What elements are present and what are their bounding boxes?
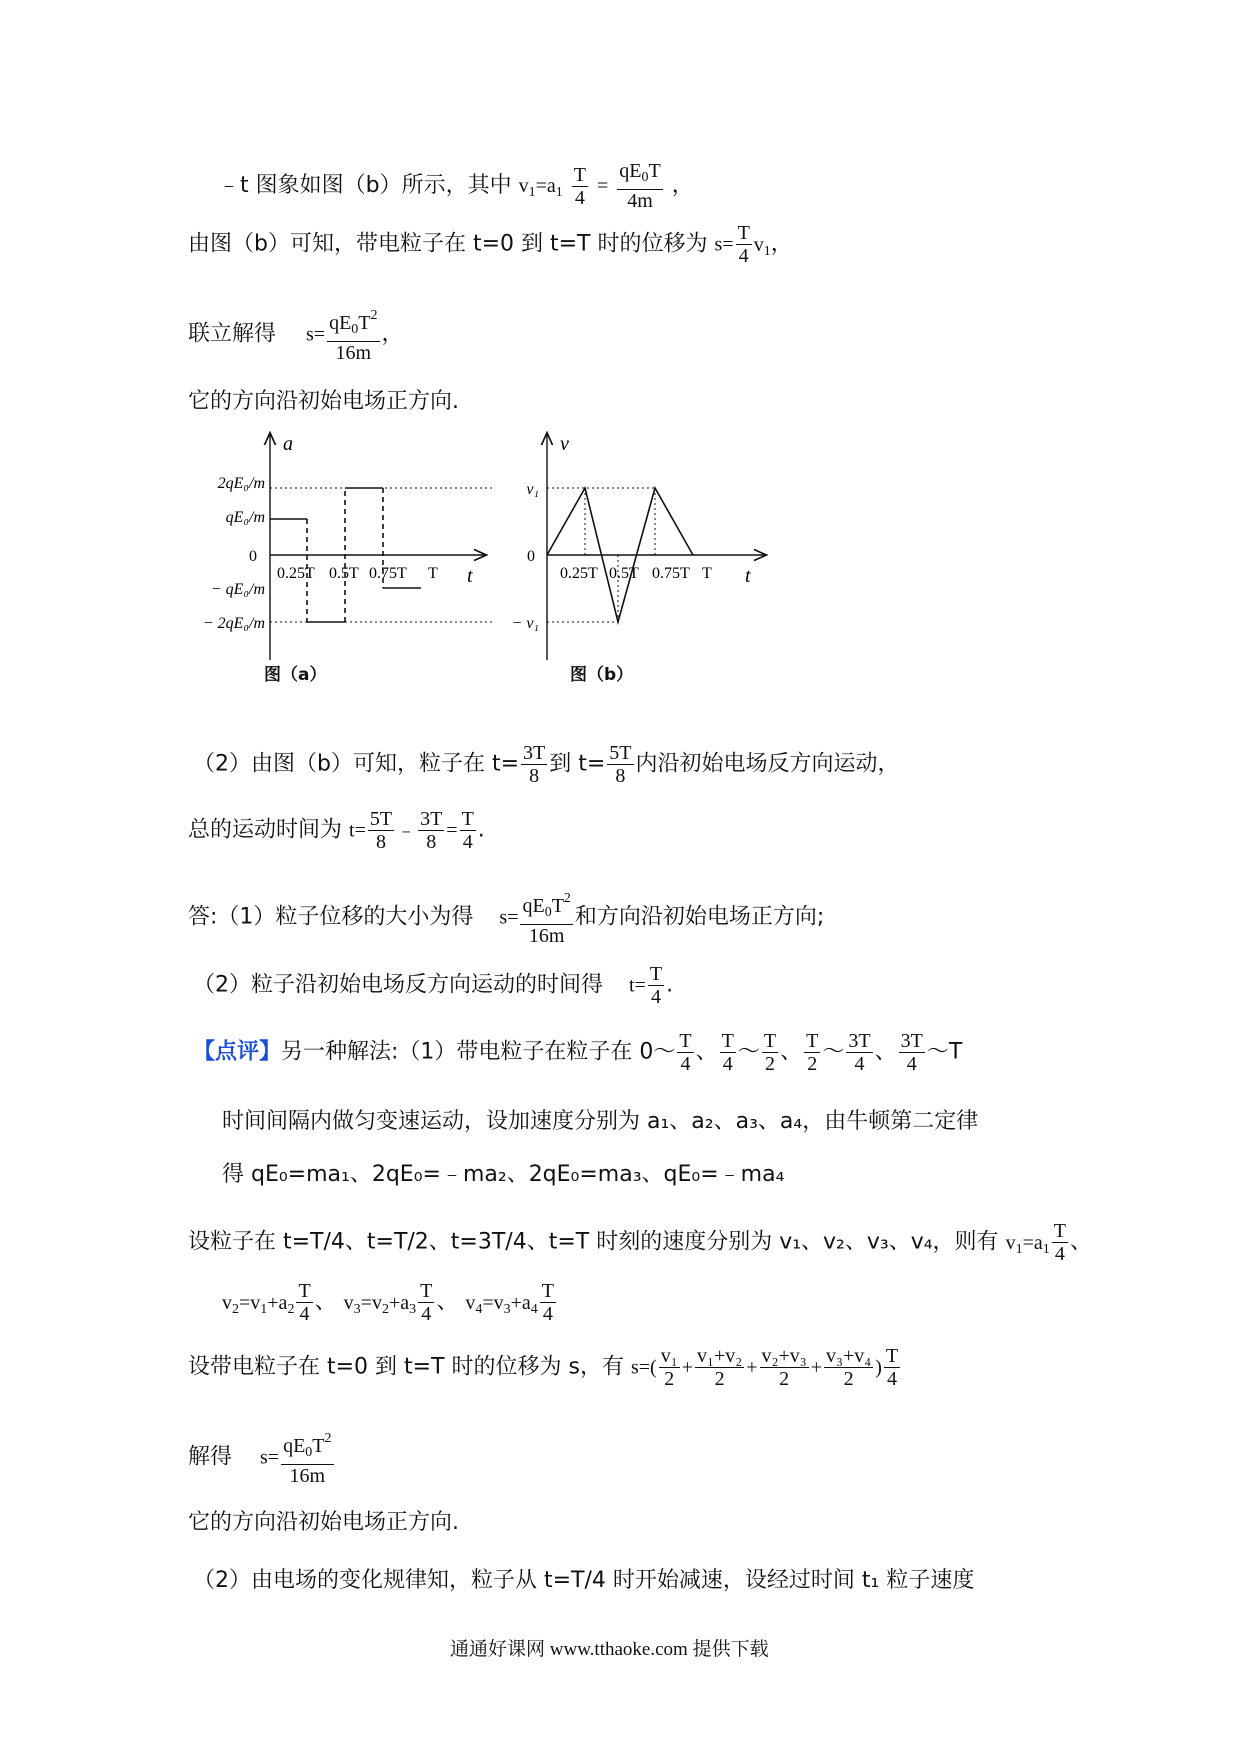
- equals-sign: =: [596, 175, 609, 197]
- y-label-v1: v₁: [526, 481, 539, 498]
- answer-part-1-text: 答:（1）粒子位移的大小为得: [188, 904, 474, 930]
- text-line-14: [188, 1345, 902, 1390]
- y-label-minus-2qe0m: − 2qE₀/m: [202, 615, 265, 632]
- fraction-t-over-4: $\frac{T}{4}$: [721, 1030, 734, 1075]
- review-tag: 【点评】: [193, 1039, 282, 1065]
- figure-b-caption: 图（b）: [570, 665, 634, 685]
- s-equals-open: s=(: [630, 1356, 657, 1379]
- separator: 、: [436, 1289, 459, 1315]
- v4-formula: $v_4=v_3+a_4$: [465, 1291, 538, 1317]
- plus-sign: +: [746, 1356, 758, 1379]
- comma: ，: [671, 173, 694, 198]
- fraction-3t-over-8: $\frac{3T}{8}$: [523, 742, 546, 787]
- text-line-1: [218, 160, 694, 212]
- equals-sign: =: [446, 819, 458, 842]
- x-label-05t: 0.5T: [609, 565, 639, 582]
- text-line-16: 它的方向沿初始电场正方向.: [188, 1510, 459, 1535]
- fraction-qe0t-over-4m: $\frac{qE_0T}{4m}$: [619, 160, 661, 212]
- text-line-12: [188, 1220, 1092, 1265]
- comma: ，: [770, 231, 793, 257]
- text-line-4: 它的方向沿初始电场正方向.: [188, 389, 459, 414]
- x-label-025t: 0.25T: [560, 565, 598, 582]
- t-equals: t=: [629, 974, 646, 997]
- line5-part-a: （2）由图（b）可知，粒子在 t=: [193, 751, 520, 777]
- close-paren: ): [875, 1356, 882, 1379]
- a-axis-label: a: [283, 433, 293, 455]
- text-line-15: [188, 1428, 336, 1487]
- v1-formula: $v_1=a_1$: [518, 175, 563, 200]
- v3-formula: $v_3=v_2+a_3$: [343, 1291, 417, 1317]
- separator: 、: [1069, 1229, 1092, 1255]
- text-line-10: 时间间隔内做匀变速运动，设加速度分别为 a₁、a₂、a₃、a₄，由牛顿第二定律: [222, 1109, 979, 1134]
- page-footer: 通通好课网 www.tthaoke.com 提供下载: [450, 1639, 769, 1660]
- figure-a-acceleration-graph: [195, 430, 495, 680]
- separator: 、: [314, 1289, 337, 1315]
- fraction-t-over-4: $\frac{T}{4}$: [679, 1030, 692, 1075]
- v2-formula: $v_2=v_1+a_2$: [222, 1291, 295, 1317]
- fraction-t-over-4: $\frac{T}{4}$: [541, 1280, 554, 1325]
- text-line-11: 得 qE₀=ma₁、2qE₀=﹣ma₂、2qE₀=ma₃、qE₀=﹣ma₄: [222, 1162, 785, 1187]
- line5-part-b: 到 t=: [549, 751, 606, 777]
- t-axis-label: t: [467, 565, 473, 587]
- x-label-05t: 0.5T: [329, 565, 359, 582]
- y-label-2qe0m: 2qE₀/m: [217, 475, 265, 492]
- line1-prefix: ﹣t 图象如图（b）所示，其中: [218, 173, 512, 198]
- text-line-7: [188, 888, 824, 947]
- fraction-qe0t2-over-16m: $\frac{qE_0T^2}{16m}$: [327, 305, 379, 364]
- figure-b-velocity-graph: [505, 430, 775, 680]
- comma: ，: [381, 321, 404, 347]
- s-equals: s=: [260, 1446, 280, 1469]
- answer-part-2-text: （2）粒子沿初始电场反方向运动的时间得: [193, 972, 603, 998]
- fraction-t-over-2: $\frac{T}{2}$: [806, 1030, 819, 1075]
- x-label-075t: 0.75T: [652, 565, 690, 582]
- fraction-t-over-4: $\frac{T}{4}$: [573, 163, 586, 209]
- line15-text: 解得: [188, 1444, 233, 1470]
- minus-sign: ﹣: [396, 819, 417, 842]
- fraction-qe0t2-over-16m: $\frac{qE_0T^2}{16m}$: [281, 1428, 333, 1487]
- x-label-t: T: [428, 565, 438, 582]
- x-label-025t: 0.25T: [277, 565, 315, 582]
- text-line-5: [193, 742, 900, 787]
- review-intro-text: 另一种解法:（1）带电粒子在粒子在 0～: [281, 1039, 676, 1065]
- period: .: [666, 972, 674, 998]
- t-axis-label: t: [745, 565, 751, 587]
- tilde: ～: [822, 1039, 845, 1065]
- fraction-3t-over-8: $\frac{3T}{8}$: [420, 808, 443, 853]
- t-equals: t=: [349, 819, 366, 842]
- s-equals: s=: [499, 906, 519, 929]
- line5-part-c: 内沿初始电场反方向运动，: [635, 751, 900, 777]
- fraction-t-over-4: $\frac{T}{4}$: [1053, 1220, 1066, 1265]
- fraction-v1-over-2: $\frac{\text{v₁}}{2}$: [660, 1345, 678, 1390]
- text-line-13: [222, 1280, 558, 1325]
- text-line-8: [193, 963, 673, 1008]
- v-axis-label: v: [560, 433, 569, 455]
- tilde-t: ～T: [926, 1039, 963, 1065]
- y-label-qe0m: qE₀/m: [225, 509, 265, 526]
- fraction-t-over-2: $\frac{T}{2}$: [763, 1030, 777, 1075]
- tilde: ～: [737, 1039, 760, 1065]
- figure-a-caption: 图（a）: [264, 665, 327, 685]
- fraction-3t-over-4: $\frac{3T}{4}$: [848, 1030, 871, 1075]
- text-line-2: [188, 222, 793, 267]
- fraction-v2v3-over-2: $\frac{\text{v₂+v₃}}{2}$: [761, 1345, 807, 1390]
- line3-text: 联立解得: [188, 321, 277, 347]
- fraction-t-over-4: $\frac{T}{4}$: [298, 1280, 311, 1325]
- text-line-17: （2）由电场的变化规律知，粒子从 t=T/4 时开始减速，设经过时间 t₁ 粒子速度: [193, 1568, 975, 1593]
- fraction-5t-over-8: $\frac{5T}{8}$: [369, 808, 393, 853]
- s-equals: s=: [714, 233, 734, 256]
- line2-text: 由图（b）可知，带电粒子在 t=0 到 t=T 时的位移为: [188, 231, 708, 257]
- fraction-t-over-4: $\frac{T}{4}$: [461, 808, 474, 853]
- answer-direction-text: 和方向沿初始电场正方向;: [574, 904, 825, 930]
- separator: 、: [874, 1039, 897, 1065]
- fraction-t-over-4: $\frac{T}{4}$: [420, 1280, 433, 1325]
- text-line-9: [193, 1030, 962, 1075]
- text-line-3: [188, 305, 404, 364]
- line6-text: 总的运动时间为: [188, 817, 343, 843]
- plus-sign: +: [810, 1356, 823, 1379]
- fraction-3t-over-4: $\frac{3T}{4}$: [900, 1030, 923, 1075]
- separator: 、: [695, 1039, 718, 1065]
- fraction-t-over-4: $\frac{T}{4}$: [885, 1345, 899, 1390]
- x-label-075t: 0.75T: [369, 565, 407, 582]
- separator: 、: [780, 1039, 803, 1065]
- v1-symbol: $v_1$: [753, 233, 771, 259]
- fraction-qe0t2-over-16m: $\frac{qE_0T^2}{16m}$: [520, 888, 572, 947]
- v1-formula: $v_1=a_1$: [1005, 1231, 1050, 1257]
- y-label-zero: 0: [527, 548, 535, 565]
- x-label-t: T: [702, 565, 712, 582]
- text-line-6: [188, 808, 485, 853]
- line14-text: 设带电粒子在 t=0 到 t=T 时的位移为 s，有: [188, 1354, 624, 1380]
- line12-text: 设粒子在 t=T/4、t=T/2、t=3T/4、t=T 时刻的速度分别为 v₁、v₂、v₃、v₄，则有: [188, 1229, 999, 1255]
- plus-sign: +: [681, 1356, 693, 1379]
- fraction-v3v4-over-2: $\frac{\text{v₃+v₄}}{2}$: [826, 1345, 872, 1390]
- y-label-minus-v1: − v₁: [511, 615, 539, 632]
- s-equals: s=: [306, 323, 326, 346]
- y-label-zero: 0: [249, 548, 257, 565]
- fraction-v1v2-over-2: $\frac{\text{v₁+v₂}}{2}$: [696, 1345, 743, 1390]
- fraction-5t-over-8: $\frac{5T}{8}$: [609, 742, 632, 787]
- fraction-t-over-4: $\frac{T}{4}$: [649, 963, 663, 1008]
- period: .: [477, 817, 485, 843]
- y-label-minus-qe0m: − qE₀/m: [210, 581, 265, 598]
- fraction-t-over-4: $\frac{T}{4}$: [737, 222, 750, 267]
